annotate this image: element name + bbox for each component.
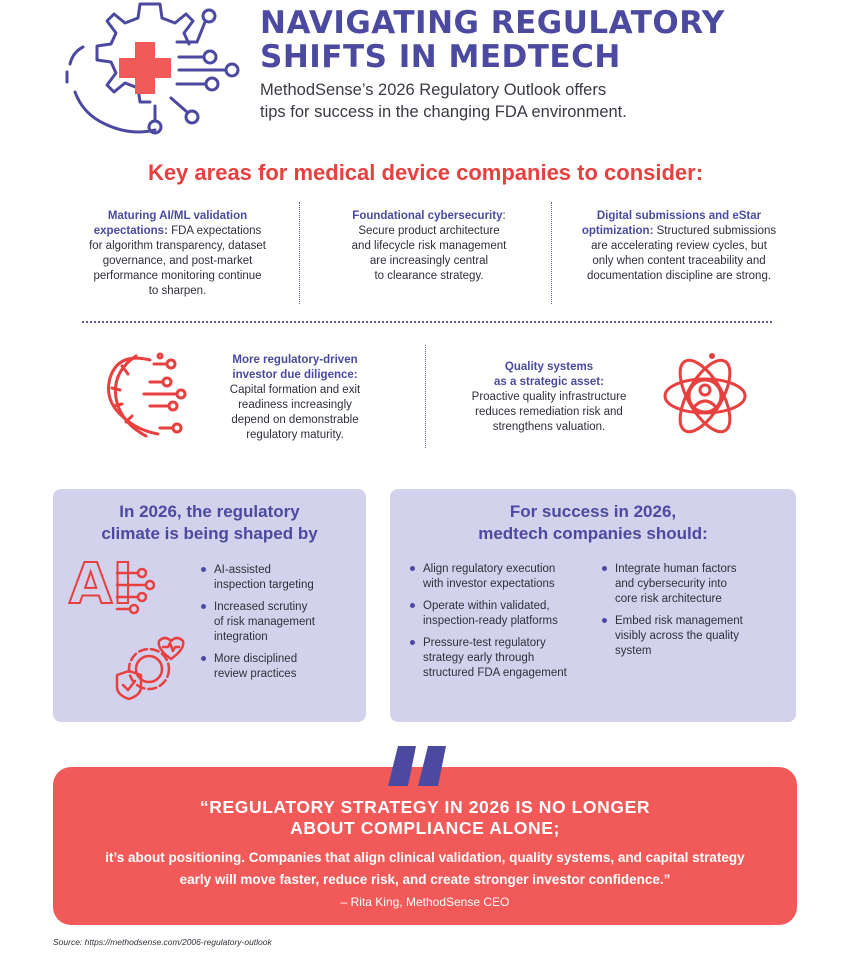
column-divider: [299, 202, 300, 304]
dna-helix-icon: [100, 352, 196, 442]
quote-attribution: – Rita King, MethodSense CEO: [340, 895, 510, 909]
climate-panel-title: [53, 501, 366, 545]
quote-body: [53, 847, 797, 891]
quote-head-line-2: ABOUT COMPLIANCE ALONE;: [290, 818, 560, 838]
subtitle-line-1: MethodSense’s 2026 Regulatory Outlook offers: [260, 81, 607, 99]
quote-body-line-2: early will move faster, reduce risk, and create stronger investor confidence.”: [179, 872, 671, 887]
success-item: [410, 636, 595, 681]
success-item-line: structured FDA engagement: [423, 667, 567, 679]
key-area-investor-text-3: depend on demonstrable: [231, 414, 359, 426]
quote-headline: [53, 797, 797, 839]
success-item: [410, 599, 595, 629]
key-area-ai-ml-text-6: to sharpen.: [148, 285, 207, 297]
page-subtitle: [260, 79, 680, 123]
key-area-investor-text-1: Capital formation and exit: [229, 384, 361, 396]
key-area-ai-ml: [70, 209, 285, 299]
key-area-quality-text-1: Proactive quality infrastructure: [471, 391, 627, 403]
key-area-ai-ml-text-2: FDA expectations: [167, 225, 262, 237]
key-area-investor-text-2: readiness increasingly: [238, 399, 352, 411]
key-area-investor-diligence: [210, 353, 380, 443]
success-list-col-1: [410, 562, 595, 688]
success-item-line: strategy early through: [423, 652, 535, 664]
ai-icon-text: AI: [69, 552, 134, 617]
key-area-cyber-text-5: to clearance strategy.: [374, 270, 484, 282]
success-item-line: Pressure-test regulatory: [423, 637, 546, 649]
climate-item-line: inspection targeting: [214, 579, 314, 591]
key-area-digital-text-4: only when content traceability and: [592, 255, 766, 267]
key-area-cyber-text-4: are increasingly central: [369, 255, 489, 267]
key-area-quality-systems: [460, 360, 638, 435]
key-area-ai-ml-lead-2: expectations:: [93, 225, 168, 237]
success-item-line: system: [615, 645, 652, 657]
success-item-line: with investor expectations: [423, 578, 555, 590]
key-area-digital-submissions: [565, 209, 793, 284]
page-title: [260, 6, 820, 74]
key-area-quality-text-3: strengthens valuation.: [492, 421, 606, 433]
climate-item-line: integration: [214, 631, 268, 643]
climate-panel: [53, 489, 366, 722]
success-item-line: Integrate human factors: [615, 563, 737, 575]
climate-title-line-1: In 2026, the regulatory: [119, 502, 300, 521]
climate-list: [201, 563, 361, 689]
title-line-2: SHIFTS IN MEDTECH: [260, 39, 621, 75]
key-area-ai-ml-lead-1: Maturing AI/ML validation: [107, 210, 248, 222]
climate-item: [201, 652, 361, 682]
subtitle-line-2: tips for success in the changing FDA environment.: [260, 103, 627, 121]
key-areas-heading: Key areas for medical device companies to consider:: [147, 160, 704, 185]
success-item-line: Align regulatory execution: [423, 563, 556, 575]
key-area-digital-lead-2: optimization:: [581, 225, 654, 237]
success-item-line: visibly across the quality: [615, 630, 739, 642]
atom-person-icon: [660, 350, 750, 442]
key-area-investor-lead-1: More regulatory-driven: [232, 354, 358, 366]
climate-item-line: More disciplined: [214, 653, 298, 665]
climate-item: [201, 563, 361, 593]
success-panel-title: [390, 501, 796, 545]
success-item: [602, 562, 787, 607]
success-item-line: Embed risk management: [615, 615, 743, 627]
key-area-cyber-suffix: :: [502, 210, 506, 222]
key-area-digital-lead-1: Digital submissions and eStar: [596, 210, 762, 222]
medical-gear-cross-icon: [55, 2, 245, 142]
source-citation: Source: https://methodsense.com/2006-regulatory-outlook: [53, 937, 272, 947]
climate-item-line: Increased scrutiny: [214, 601, 308, 613]
key-area-cyber-text-3: and lifecycle risk management: [351, 240, 507, 252]
quote-head-line-1: “REGULATORY STRATEGY IN 2026 IS NO LONGER: [199, 797, 651, 817]
climate-title-line-2: climate is being shaped by: [101, 524, 318, 543]
key-area-quality-text-2: reduces remediation risk and: [475, 406, 623, 418]
success-item-line: and cybersecurity into: [615, 578, 727, 590]
key-area-investor-lead-2: investor due diligence:: [232, 369, 358, 381]
column-divider: [551, 202, 552, 304]
success-list-col-2: [602, 562, 787, 666]
climate-item-line: review practices: [214, 668, 297, 680]
key-area-quality-lead-1: Quality systems: [504, 361, 594, 373]
key-area-ai-ml-text-3: for algorithm transparency, dataset: [89, 240, 266, 252]
success-item-line: Operate within validated,: [423, 600, 550, 612]
title-line-1: NAVIGATING REGULATORY: [260, 5, 725, 41]
row-divider: [82, 321, 772, 323]
success-item: [602, 614, 787, 659]
success-item-line: core risk architecture: [615, 593, 722, 605]
key-area-digital-text-5: documentation discipline are strong.: [586, 270, 772, 282]
key-area-ai-ml-text-4: governance, and post-market: [102, 255, 253, 267]
success-title-line-1: For success in 2026,: [509, 502, 677, 521]
key-area-digital-text-2: Structured submissions: [653, 225, 777, 237]
ai-circuit-icon: [69, 552, 151, 617]
key-area-ai-ml-text-5: performance monitoring continue: [93, 270, 262, 282]
column-divider: [425, 345, 426, 448]
quote-body-line-1: it’s about positioning. Companies that align clinical validation, quality systems, and capital strategy: [105, 850, 745, 865]
key-area-digital-text-3: are accelerating review cycles, but: [591, 240, 767, 252]
key-area-quality-lead-2: as a strategic asset:: [494, 376, 604, 388]
key-area-cybersecurity: [318, 209, 540, 284]
success-title-line-2: medtech companies should:: [478, 524, 708, 543]
key-area-cyber-text-2: Secure product architecture: [358, 225, 500, 237]
climate-item: [201, 600, 361, 645]
climate-item-line: AI-assisted: [214, 564, 271, 576]
climate-item-line: of risk management: [214, 616, 315, 628]
key-area-cyber-lead: Foundational cybersecurity: [352, 210, 503, 222]
quotation-mark-icon: [386, 746, 450, 786]
key-area-investor-text-4: regulatory maturity.: [246, 429, 344, 441]
shield-gear-heart-icon: [113, 635, 185, 701]
success-panel: [390, 489, 796, 722]
success-item-line: inspection-ready platforms: [423, 615, 558, 627]
success-item: [410, 562, 595, 592]
